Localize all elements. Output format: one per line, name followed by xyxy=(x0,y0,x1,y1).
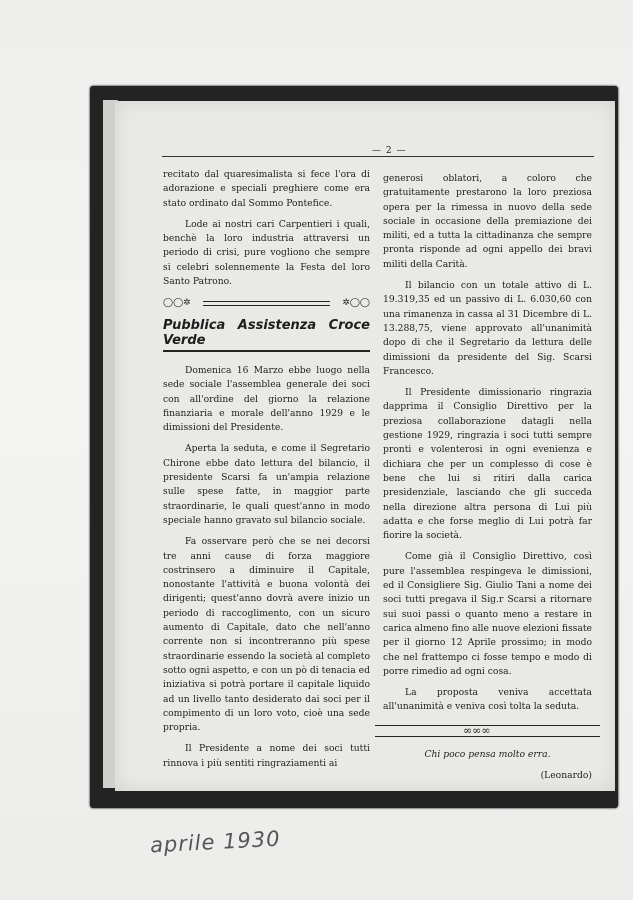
paragraph: La proposta veniva accettata all'unanimità e veniva così tolta la seduta. xyxy=(383,687,592,713)
paragraph: Fa osservare però che se nei decorsi tre anni cause di forza maggiore costrinsero a diminuire il Capitale, nonostante l'attività e buona volontà dei dirigenti; quest'anno dovrà avere inizio un periodo di raccoglimento, con un sicuro aumento di Capitale, dato che nell'anno corrente non si incontreranno più spese straordinarie essendo la società al completo sotto ogni aspetto, e con un pò di tenacia ed iniziativa si potrà portare il capitale liquido ad un livello tanto desiderato dai soci per il compimento di un loro voto, cioè una sede propria. xyxy=(163,536,370,734)
quote: Chi poco pensa molto erra. xyxy=(424,748,551,760)
paragraph: Aperta la seduta, e come il Segretario Chirone ebbe dato lettura del bilancio, il presidente Scarsi fa un'ampia relazione sulle spese fatte, in maggior parte straordinarie, le quali quest'anno in modo speciale hanno gravato sul bilancio sociale. xyxy=(163,443,370,526)
divider-line xyxy=(375,736,600,737)
ornament-right-icon: ✲◯◯ xyxy=(342,298,370,309)
left-column xyxy=(163,168,370,778)
paragraph: Lode ai nostri cari Carpentieri i quali, benchè la loro industria attraversi un periodo di crisi, pure vogliono che sempre si celebri solennemente la Festa del loro Santo Patrono. xyxy=(163,218,370,288)
ornament-icon: ∞∞∞ xyxy=(463,723,491,737)
paragraph: Il Presidente a nome dei soci tutti rinnova i più sentiti ringraziamenti ai xyxy=(163,743,370,769)
paragraph: recitato dal quaresimalista si fece l'ora di adorazione e speciali preghiere come era stato ordinato dal Sommo Pontefice. xyxy=(163,169,370,209)
divider-bar xyxy=(203,301,330,306)
section-divider xyxy=(163,299,370,307)
paragraph: Domenica 16 Marzo ebbe luogo nella sede sociale l'assemblea generale dei soci con all'ordine del giorno la relazione finanziaria e morale dell'anno 1929 e le dimissioni del Presidente. xyxy=(163,364,370,434)
end-divider xyxy=(383,722,592,740)
paragraph: Il Presidente dimissionario ringrazia dapprima il Consiglio Direttivo per la preziosa collaborazione datagli nella gestione 1929, ringrazia i soci tutti sempre pronti e volenterosi in ogni evenienza e dichiara che per un complesso di cose è bene che lui si ritiri dalla carica presidenziale, lasciando che gli succeda nella direzione altra persona di Lui più adatta e che forse meglio di Lui potrà far fiorire la società. xyxy=(383,387,592,542)
paragraph: generosi oblatori, a coloro che gratuitamente prestarono la loro preziosa opera per la rimessa in nuovo della sede sociale in occasione della premiazione dei militi, ed a tutta la cittadinanza che sempre pronta risponde ad ogni appello dei bravi militi della Carità. xyxy=(383,173,592,270)
paragraph: Il bilancio con un totale attivo di L. 19.319,35 ed un passivo di L. 6.030,60 con una rimanenza in cassa al 31 Dicembre di L. 13.288,75, viene approvato all'unanimità dopo di che il Segretario da lettura delle dimissioni da presidente del Sig. Scarsi Francesco. xyxy=(383,280,592,377)
paragraph: Come già il Consiglio Direttivo, così pure l'assemblea respingeva le dimissioni, ed il Consigliere Sig. Giulio Tani a nome dei soci tutti pregava il Sig.r Scarsi a ritornare sui suoi passi o quanto meno a restare in carica almeno fino alle nuove elezioni fissate per il giorno 12 Aprile prossimo; in modo che nel frattempo ci fosse tempo e modo di porre rimedio ad ogni cosa. xyxy=(383,551,592,677)
header-rule xyxy=(162,156,594,157)
right-column xyxy=(383,172,592,790)
ornament-left-icon: ◯◯✲ xyxy=(163,298,191,309)
section-heading: Pubblica Assistenza Croce Verde xyxy=(163,319,370,352)
handwritten-date: aprile 1930 xyxy=(149,826,282,858)
page-number: — 2 — xyxy=(372,146,407,156)
quote-author: (Leonardo) xyxy=(540,769,592,781)
